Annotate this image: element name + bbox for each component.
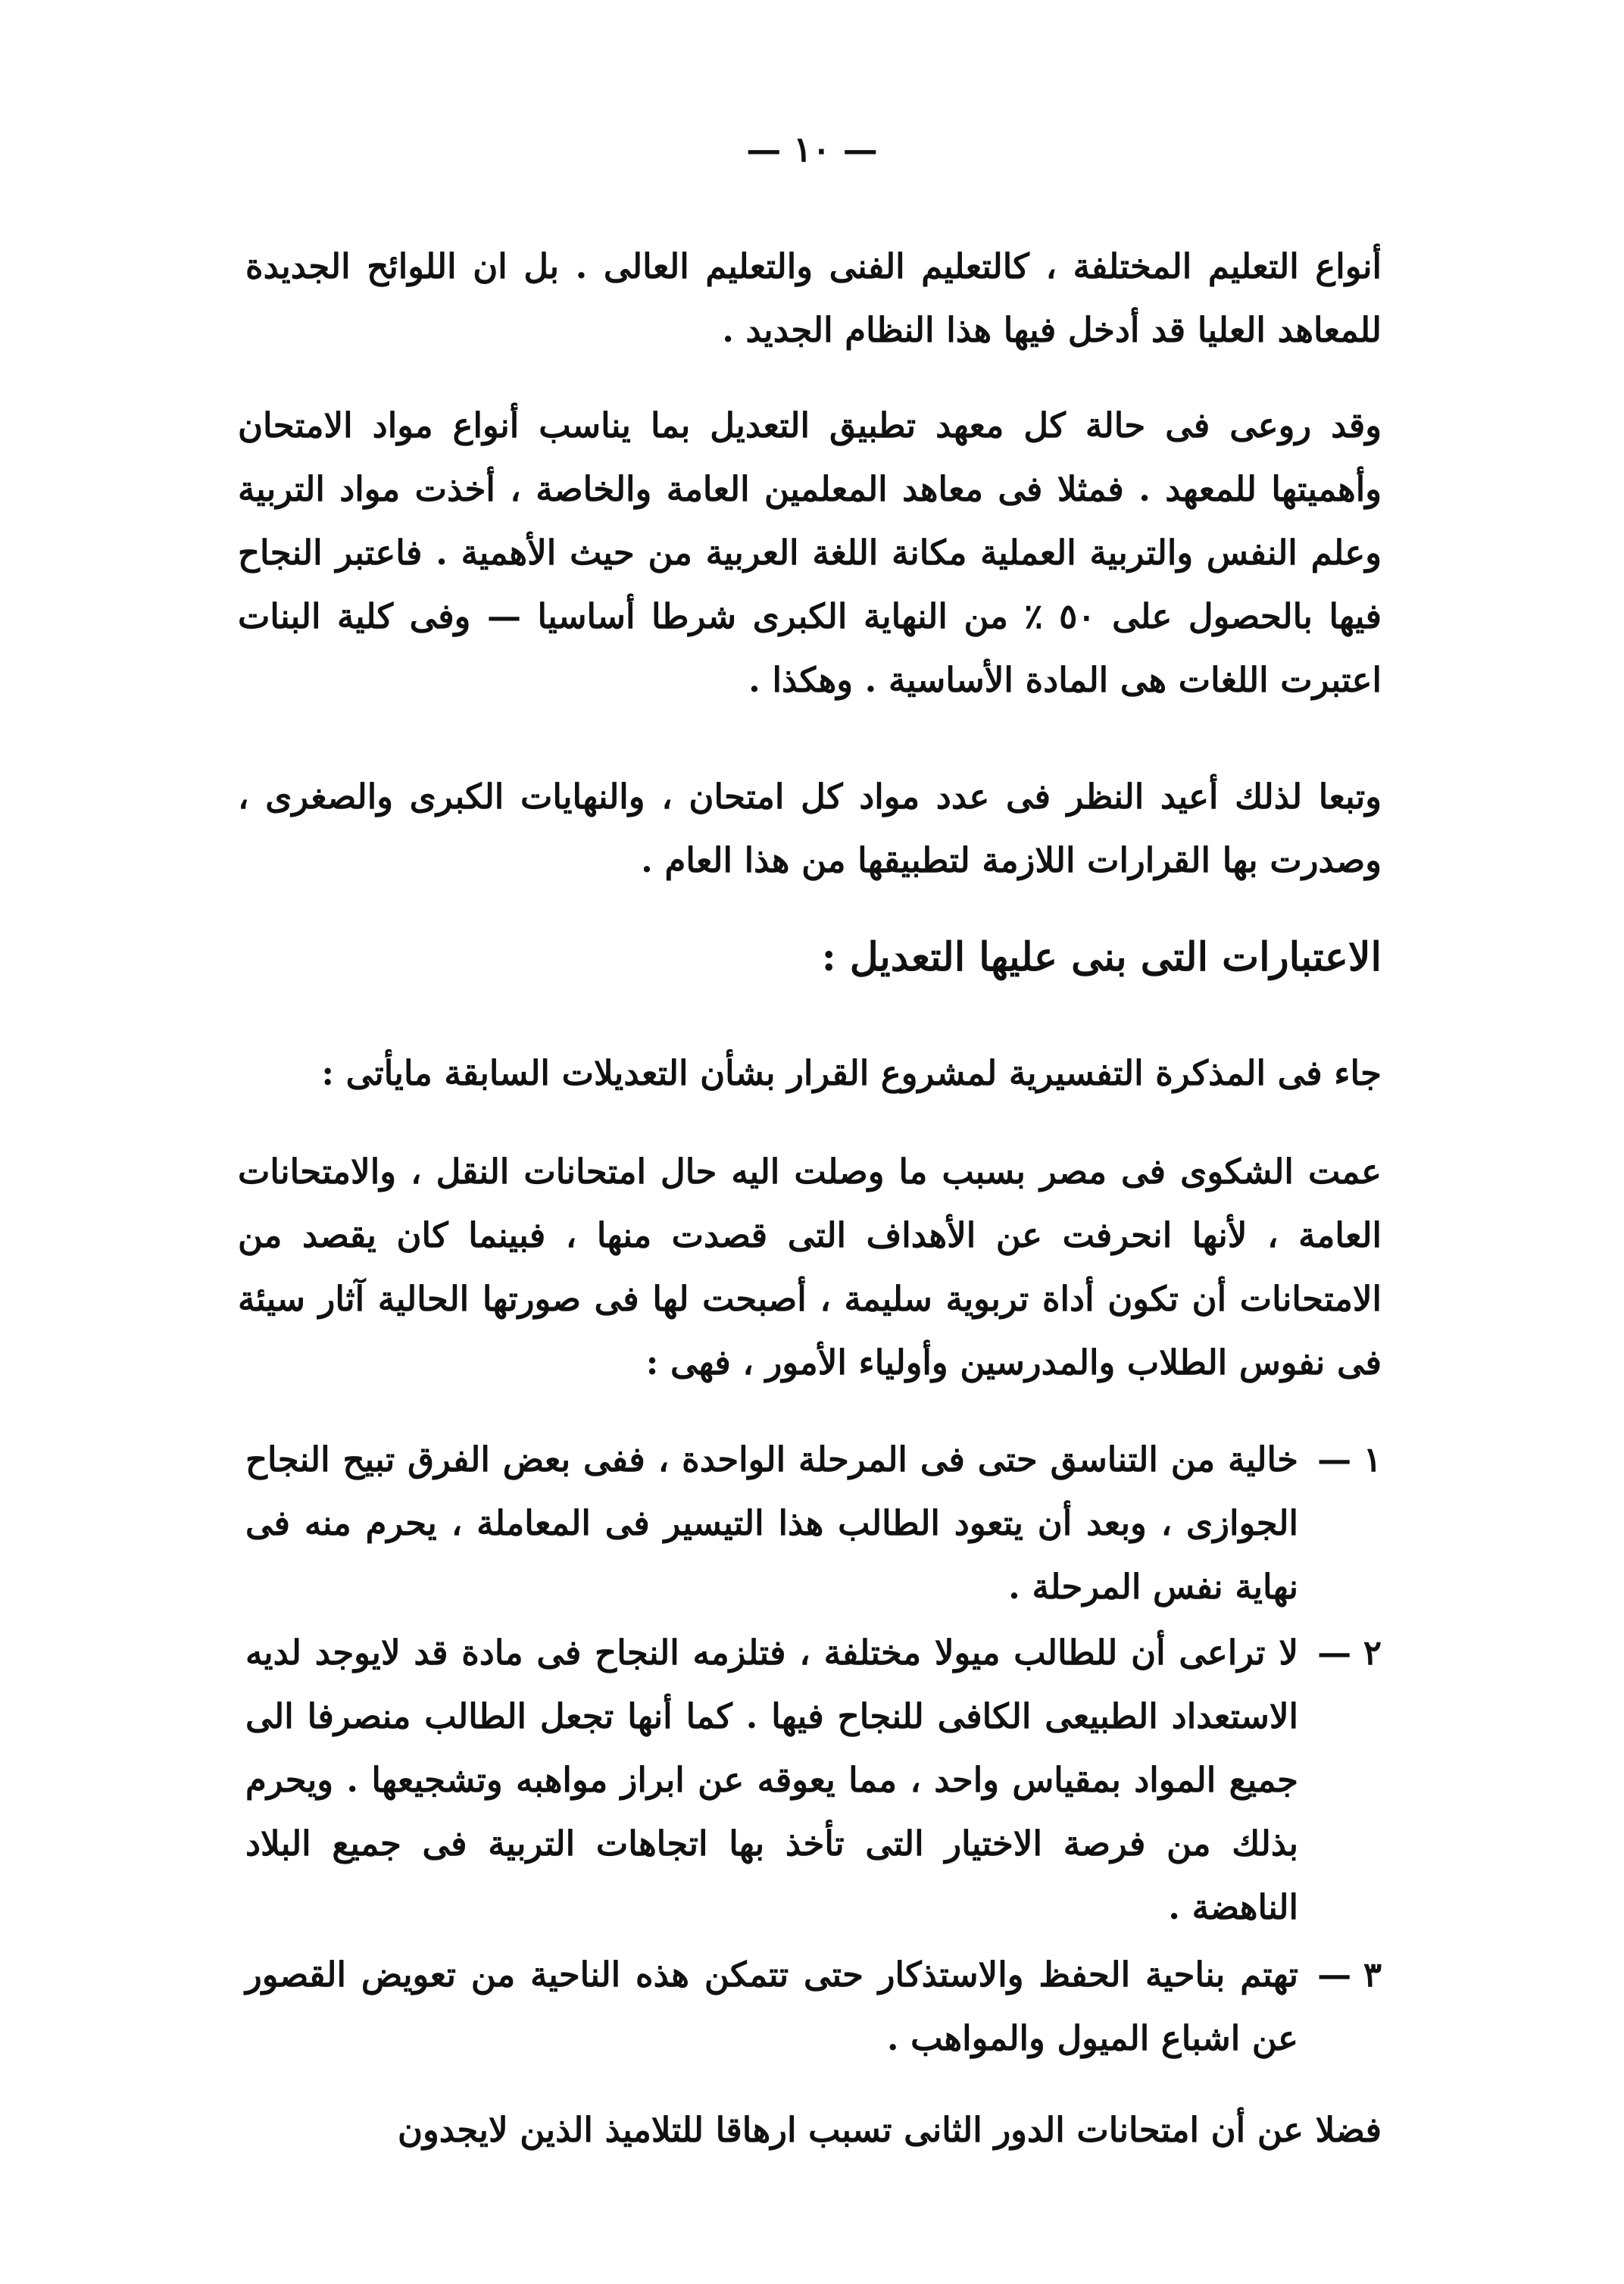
paragraph-text: وقد روعى فى حالة كل معهد تطبيق التعديل بما يناسب أنواع مواد الامتحان وأهميتها للمعهد . فمثلا فى معاهد المعلمين العامة والخاصة ، أخذت مواد التربية وعلم النفس والتربية العملية مكانة اللغة العربية من حيث الأهمية . فاعتبر النجاح فيها بالحصول على ٥٠ ٪ من النهاية الكبرى شرطا أساسيا — وفى كلية البنات اعتبرت اللغات هى المادة الأساسية . وهكذا .: [238, 405, 1382, 700]
list-item-number: ٣ —: [1317, 1954, 1382, 1995]
list-item: [245, 1943, 1382, 2070]
list-item: [245, 1621, 1382, 1939]
paragraph: [245, 235, 1382, 362]
list-item-text: لا تراعى أن للطالب ميولا مختلفة ، فتلزمه النجاح فى مادة قد لايوجد لديه الاستعداد الطبيعى الكافى للنجاح فيها . كما أنها تجعل الطالب منصرفا الى جميع المواد بمقياس واحد ، مما يعوقه عن ابراز مواهبه وتشجيعها . ويحرم بذلك من فرصة الاختيار التى تأخذ بها اتجاهات التربية فى جميع البلاد الناهضة .: [245, 1633, 1298, 1927]
paragraph-text: جاء فى المذكرة التفسيرية لمشروع القرار بشأن التعديلات السابقة مايأتى :: [321, 1053, 1382, 1093]
paragraph: [245, 2098, 1382, 2162]
list-item-text: خالية من التناسق حتى فى المرحلة الواحدة ، ففى بعض الفرق تبيح النجاح الجوازى ، وبعد أن يتعود الطالب هذا التيسير فى المعاملة ، يحرم منه فى نهاية نفس المرحلة .: [245, 1439, 1298, 1607]
paragraph: [238, 1140, 1382, 1395]
paragraph-text: أنواع التعليم المختلفة ، كالتعليم الفنى والتعليم العالى . بل ان اللوائح الجديدة للمعاهد العليا قد أدخل فيها هذا النظام الجديد .: [245, 246, 1382, 350]
page-number: — ١٠ —: [746, 129, 878, 170]
paragraph-text: فضلا عن أن امتحانات الدور الثانى تسبب ارهاقا للتلاميذ الذين لايجدون: [397, 2110, 1382, 2150]
paragraph: [238, 765, 1382, 892]
list-item-number: ١ —: [1317, 1439, 1382, 1479]
list-item-text: تهتم بناحية الحفظ والاستذكار حتى تتمكن هذه الناحية من تعويض القصور عن اشباع الميول والمواهب .: [245, 1954, 1298, 2058]
section-heading: [238, 926, 1382, 989]
paragraph-text: عمت الشكوى فى مصر بسبب ما وصلت اليه حال امتحانات النقل ، والامتحانات العامة ، لأنها انحرفت عن الأهداف التى قصدت منها ، فبينما كان يقصد من الامتحانات أن تكون أداة تربوية سليمة ، أصبحت لها فى صورتها الحالية آثار سيئة فى نفوس الطلاب والمدرسين وأولياء الأمور ، فهى :: [238, 1151, 1382, 1383]
section-heading-text: الاعتبارات التى بنى عليها التعديل :: [821, 934, 1382, 980]
list-item: [245, 1428, 1382, 1619]
list-item-number: ٢ —: [1317, 1633, 1382, 1673]
paragraph: [245, 1042, 1382, 1105]
paragraph-text: وتبعا لذلك أعيد النظر فى عدد مواد كل امتحان ، والنهايات الكبرى والصغرى ، وصدرت بها القرارات اللازمة لتطبيقها من هذا العام .: [238, 776, 1382, 880]
paragraph: [238, 394, 1382, 712]
